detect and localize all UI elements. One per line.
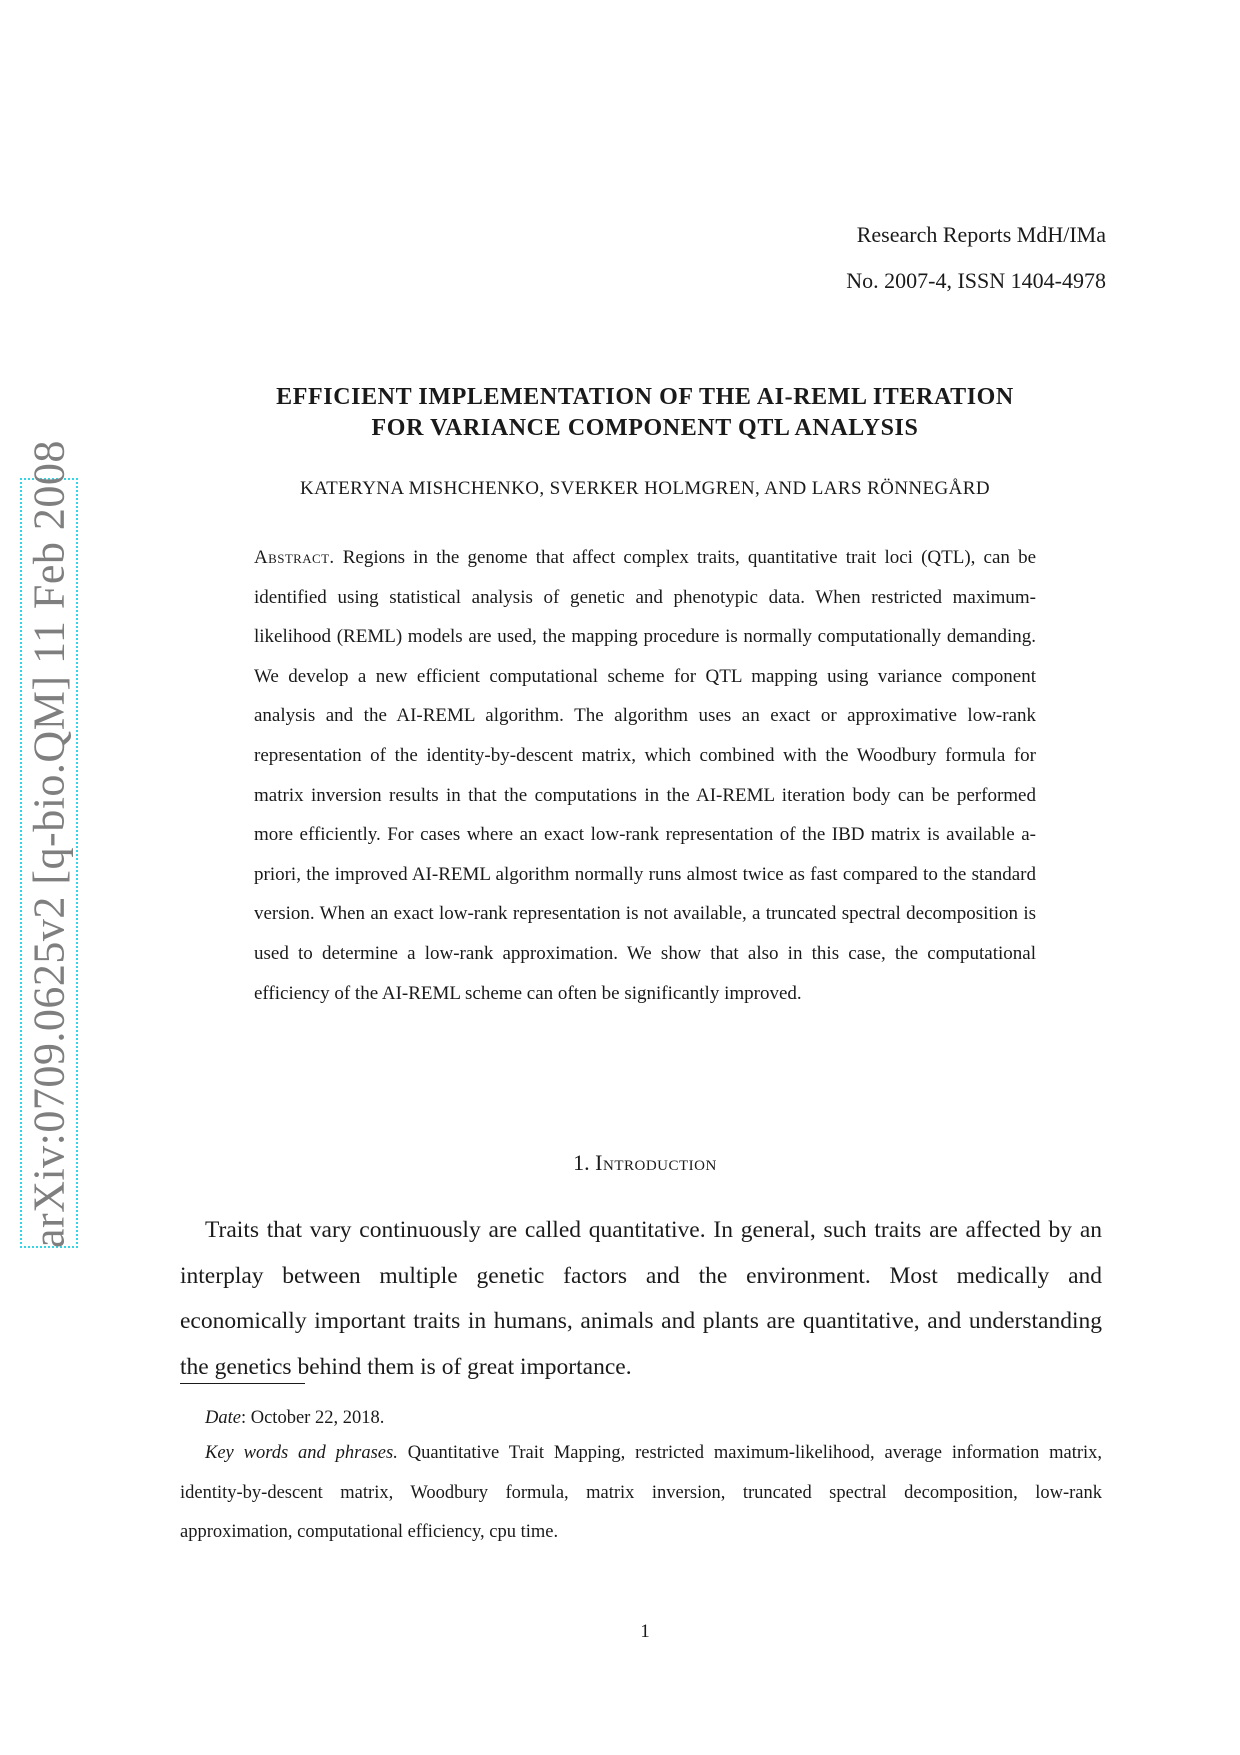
author-list: KATERYNA MISHCHENKO, SVERKER HOLMGREN, AND LARS RÖNNEGÅRD <box>300 478 990 499</box>
footnote-keywords <box>180 1434 1102 1553</box>
footnotes <box>180 1405 1102 1553</box>
footnote-date <box>180 1405 1102 1431</box>
title-line-1: EFFICIENT IMPLEMENTATION OF THE AI-REML ITERATION <box>276 384 1014 410</box>
keywords-label: Key words and phrases. <box>205 1443 398 1463</box>
abstract-text: Regions in the genome that affect complex traits, quantitative trait loci (QTL), can be identified using statistical analysis of genetic and phenotypic data. When restricted maximum-likelihood (REML) models are used, the mapping procedure is normally computationally demanding. We develop a new efficient computational scheme for QTL mapping using variance component analysis and the AI-REML algorithm. The algorithm uses an exact or approximative low-rank representation of the identity-by-descent matrix, which combined with the Woodbury formula for matrix inversion results in that the computations in the AI-REML iteration body can be performed more efficiently. For cases where an exact low-rank representation of the IBD matrix is available a-priori, the improved AI-REML algorithm normally runs almost twice as fast compared to the standard version. When an exact low-rank representation is not available, a truncated spectral decomposition is used to determine a low-rank approximation. We show that also in this case, the computational efficiency of the AI-REML scheme can often be significantly improved. <box>254 547 1036 1004</box>
report-series: Research Reports MdH/IMa <box>856 222 1106 247</box>
report-info <box>846 212 1106 304</box>
keywords-text: Quantitative Trait Mapping, restricted maximum-likelihood, average information matrix, identity-by-descent matrix, Woodbury formula, matrix inversion, truncated spectral decomposition, low-rank approximation, computational efficiency, cpu time. <box>180 1443 1103 1542</box>
date-value: : October 22, 2018. <box>240 1408 385 1428</box>
paper-title <box>180 382 1110 444</box>
section-heading-introduction <box>180 1150 1110 1176</box>
abstract-label: Abstract. <box>254 547 335 568</box>
page-number: 1 <box>640 1621 650 1642</box>
footnote-divider <box>180 1383 305 1384</box>
report-number: No. 2007-4, ISSN 1404-4978 <box>846 268 1106 293</box>
arxiv-identifier: arXiv:0709.0625v2 [q-bio.QM] 11 Feb 2008 <box>24 440 74 1248</box>
date-label: Date <box>205 1408 241 1428</box>
introduction-paragraph: Traits that vary continuously are called quantitative. In general, such traits are affected by an interplay between multiple genetic factors and the environment. Most medically and economically important traits in humans, animals and plants are quantitative, and understanding the genetics behind them is of great importance. <box>180 1217 1102 1381</box>
section-number: 1. <box>573 1150 590 1175</box>
abstract <box>254 538 1036 1013</box>
arxiv-stamp <box>20 440 78 1248</box>
title-line-2: FOR VARIANCE COMPONENT QTL ANALYSIS <box>371 415 919 441</box>
section-title: Introduction <box>595 1150 717 1175</box>
